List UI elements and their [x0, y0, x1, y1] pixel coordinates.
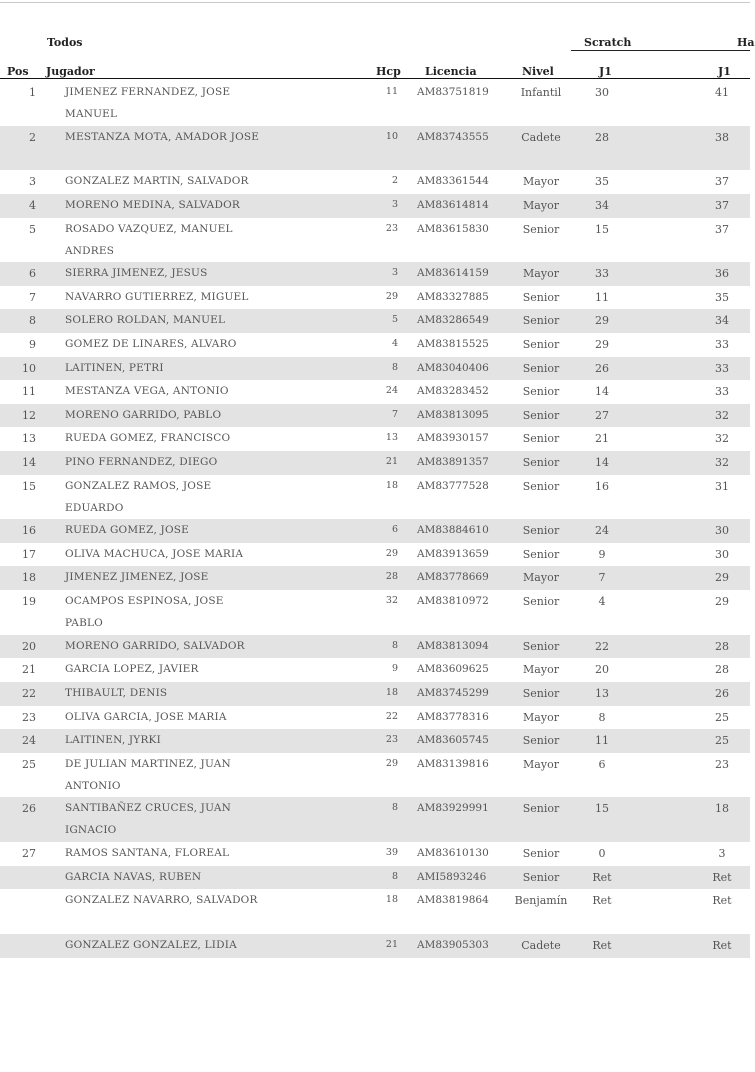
- player-license: AM83139816: [417, 757, 489, 770]
- group-header-scratch: Scratch: [584, 36, 632, 49]
- score-j1-handicap: 34: [715, 314, 729, 328]
- player-license: AM83614159: [417, 267, 489, 280]
- player-license: AMI5893246: [417, 870, 487, 883]
- player-handicap: 29: [385, 290, 398, 302]
- results-table: [0, 81, 750, 958]
- header-rule: [0, 78, 750, 79]
- score-j1-scratch: 11: [595, 290, 609, 304]
- player-name: GARCIA NAVAS, RUBEN: [65, 870, 202, 883]
- player-handicap: 11: [385, 86, 398, 97]
- score-j1-handicap: 35: [715, 290, 729, 304]
- player-name: GONZALEZ RAMOS, JOSE EDUARDO: [65, 479, 212, 514]
- row-position: 24: [22, 734, 36, 748]
- player-handicap: 9: [391, 663, 398, 675]
- player-name: PINO FERNANDEZ, DIEGO: [65, 456, 218, 468]
- row-position: 18: [22, 571, 36, 585]
- table-row: [0, 682, 750, 706]
- table-row: [0, 427, 750, 451]
- player-level: Senior: [522, 361, 560, 375]
- table-row: [0, 126, 750, 171]
- row-position: 5: [29, 222, 36, 236]
- player-name: RAMOS SANTANA, FLOREAL: [65, 847, 230, 860]
- score-j1-scratch: 34: [595, 198, 609, 212]
- score-j1-handicap: 30: [715, 524, 729, 538]
- player-license: AM83614814: [417, 198, 489, 211]
- score-j1-handicap: 32: [715, 432, 729, 446]
- player-name: MORENO GARRIDO, PABLO: [65, 408, 222, 421]
- score-j1-scratch: 26: [595, 361, 609, 375]
- player-handicap: 8: [391, 870, 398, 882]
- player-level: Senior: [522, 639, 560, 653]
- player-level: Mayor: [523, 757, 559, 771]
- player-name: GONZALEZ NAVARRO, SALVADOR: [65, 894, 258, 907]
- score-j1-handicap: 33: [715, 385, 729, 399]
- player-level: Senior: [522, 314, 560, 328]
- player-handicap: 23: [385, 734, 398, 746]
- player-level: Senior: [522, 524, 560, 538]
- score-j1-handicap: 41: [715, 86, 729, 99]
- player-handicap: 29: [385, 757, 398, 769]
- player-level: Mayor: [523, 663, 559, 677]
- score-j1-handicap: 25: [715, 734, 729, 748]
- player-level: Infantil: [520, 86, 562, 99]
- table-row: [0, 866, 750, 890]
- table-row: [0, 706, 750, 730]
- row-position: 3: [29, 175, 36, 189]
- player-license: AM83810972: [417, 595, 489, 608]
- player-level: Senior: [522, 338, 560, 352]
- table-row: [0, 475, 750, 520]
- player-license: AM83929991: [417, 802, 489, 815]
- player-handicap: 8: [391, 361, 398, 373]
- table-row: [0, 658, 750, 682]
- score-j1-handicap: 32: [715, 408, 729, 422]
- player-level: Benjamín: [514, 894, 568, 908]
- player-license: AM83777528: [417, 479, 489, 492]
- score-j1-handicap: 37: [715, 222, 729, 236]
- player-level: Senior: [522, 479, 560, 493]
- score-j1-handicap: 32: [715, 456, 729, 469]
- player-license: AM83891357: [417, 456, 489, 468]
- player-level: Senior: [522, 595, 560, 609]
- score-j1-scratch: 27: [595, 408, 609, 422]
- score-j1-handicap: 37: [715, 175, 729, 189]
- player-name: SIERRA JIMENEZ, JESUS: [65, 267, 208, 280]
- row-position: 17: [22, 547, 36, 561]
- table-row: [0, 566, 750, 590]
- player-level: Mayor: [523, 267, 559, 281]
- row-position: 26: [22, 802, 36, 816]
- score-j1-handicap: 33: [715, 361, 729, 375]
- score-j1-handicap: 23: [715, 757, 729, 771]
- row-position: 25: [22, 757, 36, 771]
- player-name: OCAMPOS ESPINOSA, JOSE PABLO: [65, 595, 224, 630]
- table-row: [0, 842, 750, 866]
- player-handicap: 7: [391, 408, 398, 420]
- score-j1-scratch: 33: [595, 267, 609, 281]
- table-row: [0, 194, 750, 218]
- row-position: 6: [29, 267, 36, 281]
- player-license: AM83609625: [417, 663, 489, 676]
- player-handicap: 21: [385, 456, 398, 467]
- player-name: GOMEZ DE LINARES, ALVARO: [65, 338, 237, 351]
- player-license: AM83283452: [417, 385, 489, 398]
- table-row: [0, 262, 750, 286]
- table-row: [0, 357, 750, 381]
- player-handicap: 18: [385, 479, 398, 491]
- player-handicap: 3: [391, 198, 398, 210]
- score-j1-scratch: 6: [598, 757, 606, 771]
- score-j1-scratch: 8: [598, 710, 606, 724]
- filter-label: Todos: [47, 36, 83, 49]
- player-license: AM83930157: [417, 432, 489, 445]
- player-level: Mayor: [523, 710, 559, 724]
- score-j1-scratch: 20: [595, 663, 609, 677]
- player-handicap: 24: [385, 385, 398, 397]
- table-row: [0, 218, 750, 263]
- player-handicap: 8: [391, 802, 398, 814]
- table-row: [0, 753, 750, 798]
- player-level: Senior: [522, 547, 560, 561]
- player-name: LAITINEN, JYRKI: [65, 734, 161, 747]
- player-license: AM83286549: [417, 314, 489, 327]
- score-j1-scratch: 14: [595, 456, 609, 469]
- col-header-j1-handicap: J1: [718, 65, 731, 78]
- player-name: SANTIBAÑEZ CRUCES, JUAN IGNACIO: [65, 802, 231, 837]
- player-handicap: 4: [391, 338, 398, 350]
- score-j1-scratch: 13: [595, 686, 609, 700]
- player-handicap: 13: [385, 432, 398, 444]
- player-name: THIBAULT, DENIS: [65, 686, 168, 699]
- row-position: 23: [22, 710, 36, 724]
- player-name: RUEDA GOMEZ, FRANCISCO: [65, 432, 231, 445]
- row-position: 7: [29, 290, 36, 304]
- table-row: [0, 797, 750, 842]
- player-level: Senior: [522, 686, 560, 700]
- score-j1-scratch: Ret: [592, 870, 612, 884]
- score-j1-handicap: 18: [715, 802, 729, 816]
- score-j1-scratch: 14: [595, 385, 609, 399]
- player-license: AM83913659: [417, 547, 489, 560]
- table-row: [0, 170, 750, 194]
- score-j1-scratch: 35: [595, 175, 609, 189]
- score-j1-handicap: 28: [715, 663, 729, 677]
- player-license: AM83819864: [417, 894, 489, 907]
- player-name: MESTANZA VEGA, ANTONIO: [65, 385, 229, 398]
- score-j1-scratch: 16: [595, 479, 609, 493]
- score-j1-handicap: 31: [715, 479, 729, 493]
- score-j1-scratch: 21: [595, 432, 609, 446]
- player-level: Senior: [522, 385, 560, 399]
- player-name: MESTANZA MOTA, AMADOR JOSE: [65, 130, 260, 143]
- score-j1-handicap: Ret: [712, 870, 732, 884]
- player-license: AM83745299: [417, 686, 489, 699]
- player-license: AM83605745: [417, 734, 489, 747]
- table-row: [0, 380, 750, 404]
- row-position: 10: [22, 361, 36, 375]
- score-j1-handicap: 28: [715, 639, 729, 653]
- row-position: 20: [22, 639, 36, 653]
- player-license: AM83610130: [417, 847, 489, 860]
- col-header-jugador: Jugador: [46, 65, 95, 78]
- player-handicap: 21: [385, 938, 398, 950]
- table-row: [0, 333, 750, 357]
- score-j1-scratch: 15: [595, 802, 609, 816]
- row-position: 27: [22, 847, 36, 861]
- player-license: AM83361544: [417, 175, 489, 188]
- group-underline: [571, 50, 750, 51]
- row-position: 19: [22, 595, 36, 609]
- player-level: Cadete: [521, 130, 561, 144]
- row-position: 8: [29, 314, 36, 328]
- table-row: [0, 286, 750, 310]
- player-license: AM83040406: [417, 361, 489, 374]
- score-j1-handicap: 38: [715, 130, 729, 144]
- score-j1-scratch: 30: [595, 86, 609, 99]
- table-row: [0, 309, 750, 333]
- col-header-pos: Pos: [7, 65, 29, 78]
- player-license: AM83778669: [417, 571, 489, 584]
- score-j1-scratch: Ret: [592, 894, 612, 908]
- score-j1-scratch: 9: [598, 547, 606, 561]
- score-j1-scratch: 28: [595, 130, 609, 144]
- player-name: MORENO GARRIDO, SALVADOR: [65, 639, 245, 652]
- table-row: [0, 934, 750, 958]
- player-handicap: 10: [385, 130, 398, 142]
- player-name: SOLERO ROLDAN, MANUEL: [65, 314, 226, 327]
- player-level: Senior: [522, 456, 560, 469]
- score-j1-scratch: 24: [595, 524, 609, 538]
- table-row: [0, 404, 750, 428]
- player-level: Senior: [522, 290, 560, 304]
- player-license: AM83615830: [417, 222, 489, 235]
- player-handicap: 3: [391, 267, 398, 279]
- player-name: GONZALEZ MARTIN, SALVADOR: [65, 175, 249, 188]
- score-j1-handicap: 26: [715, 686, 729, 700]
- score-j1-scratch: 15: [595, 222, 609, 236]
- player-level: Senior: [522, 222, 560, 236]
- top-border: [0, 2, 750, 3]
- table-row: [0, 590, 750, 635]
- player-level: Senior: [522, 847, 560, 861]
- score-j1-handicap: 29: [715, 595, 729, 609]
- player-name: OLIVA MACHUCA, JOSE MARIA: [65, 547, 244, 560]
- player-license: AM83751819: [417, 86, 489, 98]
- table-row: [0, 81, 750, 126]
- player-handicap: 18: [385, 686, 398, 698]
- col-header-nivel: Nivel: [522, 65, 554, 78]
- score-j1-handicap: Ret: [712, 894, 732, 908]
- player-level: Mayor: [523, 198, 559, 212]
- score-j1-scratch: Ret: [592, 938, 612, 952]
- player-name: GONZALEZ GONZALEZ, LIDIA: [65, 938, 237, 951]
- score-j1-handicap: 3: [718, 847, 726, 861]
- row-position: 21: [22, 663, 36, 677]
- table-row: [0, 451, 750, 475]
- player-license: AM83743555: [417, 130, 489, 143]
- player-license: AM83884610: [417, 524, 489, 537]
- table-row: [0, 519, 750, 543]
- row-position: 1: [29, 86, 36, 99]
- player-level: Mayor: [523, 571, 559, 585]
- player-handicap: 22: [385, 710, 398, 722]
- player-license: AM83778316: [417, 710, 489, 723]
- score-j1-handicap: Ret: [712, 938, 732, 952]
- player-name: NAVARRO GUTIERREZ, MIGUEL: [65, 290, 249, 303]
- score-j1-scratch: 22: [595, 639, 609, 653]
- player-name: JIMENEZ JIMENEZ, JOSE: [65, 571, 209, 584]
- row-position: 14: [22, 456, 36, 469]
- player-name: OLIVA GARCIA, JOSE MARIA: [65, 710, 227, 723]
- player-name: GARCIA LOPEZ, JAVIER: [65, 663, 199, 676]
- player-license: AM83327885: [417, 290, 489, 303]
- player-license: AM83813095: [417, 408, 489, 421]
- player-handicap: 39: [385, 847, 398, 859]
- score-j1-handicap: 30: [715, 547, 729, 561]
- score-j1-handicap: 25: [715, 710, 729, 724]
- score-j1-scratch: 4: [598, 595, 606, 609]
- player-name: JIMENEZ FERNANDEZ, JOSE MANUEL: [65, 86, 231, 120]
- table-row: [0, 729, 750, 753]
- player-level: Senior: [522, 408, 560, 422]
- player-level: Senior: [522, 802, 560, 816]
- row-position: 15: [22, 479, 36, 493]
- score-j1-handicap: 36: [715, 267, 729, 281]
- player-level: Cadete: [521, 938, 561, 952]
- row-position: 4: [29, 198, 36, 212]
- score-j1-scratch: 29: [595, 314, 609, 328]
- player-name: ROSADO VAZQUEZ, MANUEL ANDRES: [65, 222, 233, 257]
- player-name: MORENO MEDINA, SALVADOR: [65, 198, 240, 211]
- group-header-handicap: Ha: [737, 36, 755, 49]
- table-row: [0, 635, 750, 659]
- table-row: [0, 889, 750, 934]
- player-handicap: 6: [391, 524, 398, 536]
- row-position: 2: [29, 130, 36, 144]
- table-row: [0, 543, 750, 567]
- row-position: 11: [22, 385, 36, 399]
- score-j1-scratch: 11: [595, 734, 609, 748]
- player-handicap: 18: [385, 894, 398, 906]
- row-position: 16: [22, 524, 36, 538]
- score-j1-scratch: 29: [595, 338, 609, 352]
- player-level: Senior: [522, 734, 560, 748]
- player-license: AM83905303: [417, 938, 489, 951]
- col-header-licencia: Licencia: [425, 65, 477, 78]
- player-handicap: 23: [385, 222, 398, 234]
- player-level: Mayor: [523, 175, 559, 189]
- player-handicap: 32: [385, 595, 398, 607]
- player-handicap: 29: [385, 547, 398, 559]
- col-header-hcp: Hcp: [376, 65, 401, 78]
- player-handicap: 2: [391, 175, 398, 187]
- row-position: 12: [22, 408, 36, 422]
- player-name: DE JULIAN MARTINEZ, JUAN ANTONIO: [65, 757, 231, 792]
- score-j1-handicap: 33: [715, 338, 729, 352]
- player-name: RUEDA GOMEZ, JOSE: [65, 524, 190, 537]
- player-handicap: 28: [385, 571, 398, 583]
- col-header-j1-scratch: J1: [599, 65, 612, 78]
- player-level: Senior: [522, 432, 560, 446]
- row-position: 9: [29, 338, 36, 352]
- player-level: Senior: [522, 870, 560, 884]
- score-j1-scratch: 7: [598, 571, 606, 585]
- player-license: AM83813094: [417, 639, 489, 652]
- player-license: AM83815525: [417, 338, 489, 351]
- score-j1-handicap: 29: [715, 571, 729, 585]
- player-name: LAITINEN, PETRI: [65, 361, 164, 374]
- player-handicap: 8: [391, 639, 398, 651]
- row-position: 22: [22, 686, 36, 700]
- row-position: 13: [22, 432, 36, 446]
- score-j1-handicap: 37: [715, 198, 729, 212]
- player-handicap: 5: [391, 314, 398, 326]
- score-j1-scratch: 0: [598, 847, 606, 861]
